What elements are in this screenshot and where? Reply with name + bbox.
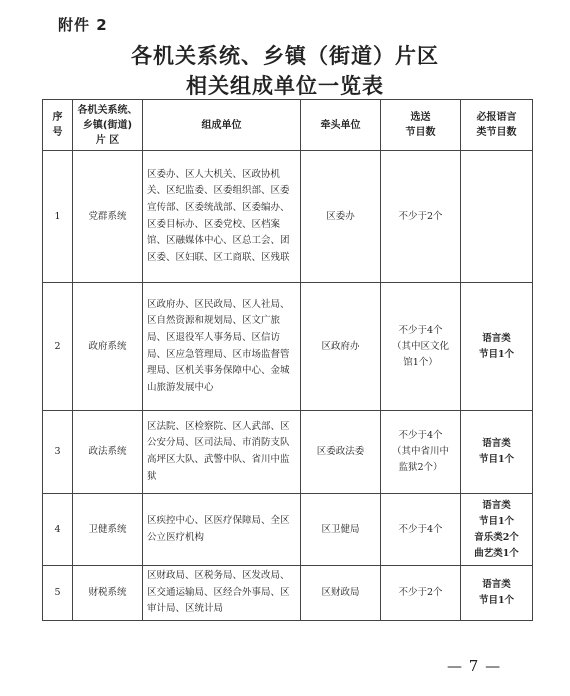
row-lead: 区财政局 [301, 566, 381, 621]
table-row [43, 566, 533, 621]
row-seq: 3 [43, 411, 73, 494]
row-selected: 不少于4个 （其中省川中 监狱2个） [381, 411, 461, 494]
page-title: 各机关系统、乡镇（街道）片区 [131, 44, 439, 68]
table-row [43, 411, 533, 494]
row-seq: 5 [43, 566, 73, 621]
row-selected: 不少于4个 （其中区文化 馆1个） [381, 283, 461, 411]
row-required: 语言类 节目1个 [461, 283, 533, 411]
row-required: 语言类 节目1个 音乐类2个 曲艺类1个 [461, 494, 533, 566]
header-lead: 牵头单位 [301, 100, 381, 151]
row-system: 政法系统 [73, 411, 143, 494]
row-selected: 不少于2个 [381, 151, 461, 283]
row-seq: 4 [43, 494, 73, 566]
header-seq: 序 号 [43, 100, 73, 151]
page-number: — 7 — [447, 657, 502, 675]
row-selected: 不少于4个 [381, 494, 461, 566]
row-lead: 区委办 [301, 151, 381, 283]
row-selected: 不少于2个 [381, 566, 461, 621]
row-seq: 1 [43, 151, 73, 283]
attachment-label: 附件 2 [58, 16, 108, 34]
row-units: 区财政局、区税务局、区发改局、区交通运输局、区经合外事局、区审计局、区统计局 [143, 566, 301, 621]
row-seq: 2 [43, 283, 73, 411]
row-required: 语言类 节目1个 [461, 411, 533, 494]
row-lead: 区卫健局 [301, 494, 381, 566]
row-lead: 区政府办 [301, 283, 381, 411]
page-subtitle: 相关组成单位一览表 [186, 74, 384, 98]
table-row [43, 151, 533, 283]
row-units: 区法院、区检察院、区人武部、区公安分局、区司法局、市消防支队高坪区大队、武警中队、省川中监狱 [143, 411, 301, 494]
header-system: 各机关系统、 乡镇(街道) 片 区 [73, 100, 143, 151]
row-system: 党群系统 [73, 151, 143, 283]
table-row [43, 283, 533, 411]
row-system: 财税系统 [73, 566, 143, 621]
header-units: 组成单位 [143, 100, 301, 151]
header-selected: 选送 节目数 [381, 100, 461, 151]
row-required: 语言类 节目1个 [461, 566, 533, 621]
row-units: 区政府办、区民政局、区人社局、区自然资源和规划局、区文广旅局、区退役军人事务局、区信访局、区应急管理局、区市场监督管理局、区机关事务保障中心、金城山旅游发展中心 [143, 283, 301, 411]
units-table [42, 99, 533, 621]
row-system: 卫健系统 [73, 494, 143, 566]
row-units: 区委办、区人大机关、区政协机关、区纪监委、区委组织部、区委宣传部、区委统战部、区委编办、区委目标办、区委党校、区档案馆、区融媒体中心、区总工会、团区委、区妇联、区工商联、区残联 [143, 151, 301, 283]
row-required [461, 151, 533, 283]
row-system: 政府系统 [73, 283, 143, 411]
table-header-row [43, 100, 533, 151]
header-required: 必报语言 类节目数 [461, 100, 533, 151]
row-units: 区疾控中心、区医疗保障局、全区公立医疗机构 [143, 494, 301, 566]
row-lead: 区委政法委 [301, 411, 381, 494]
table-row [43, 494, 533, 566]
